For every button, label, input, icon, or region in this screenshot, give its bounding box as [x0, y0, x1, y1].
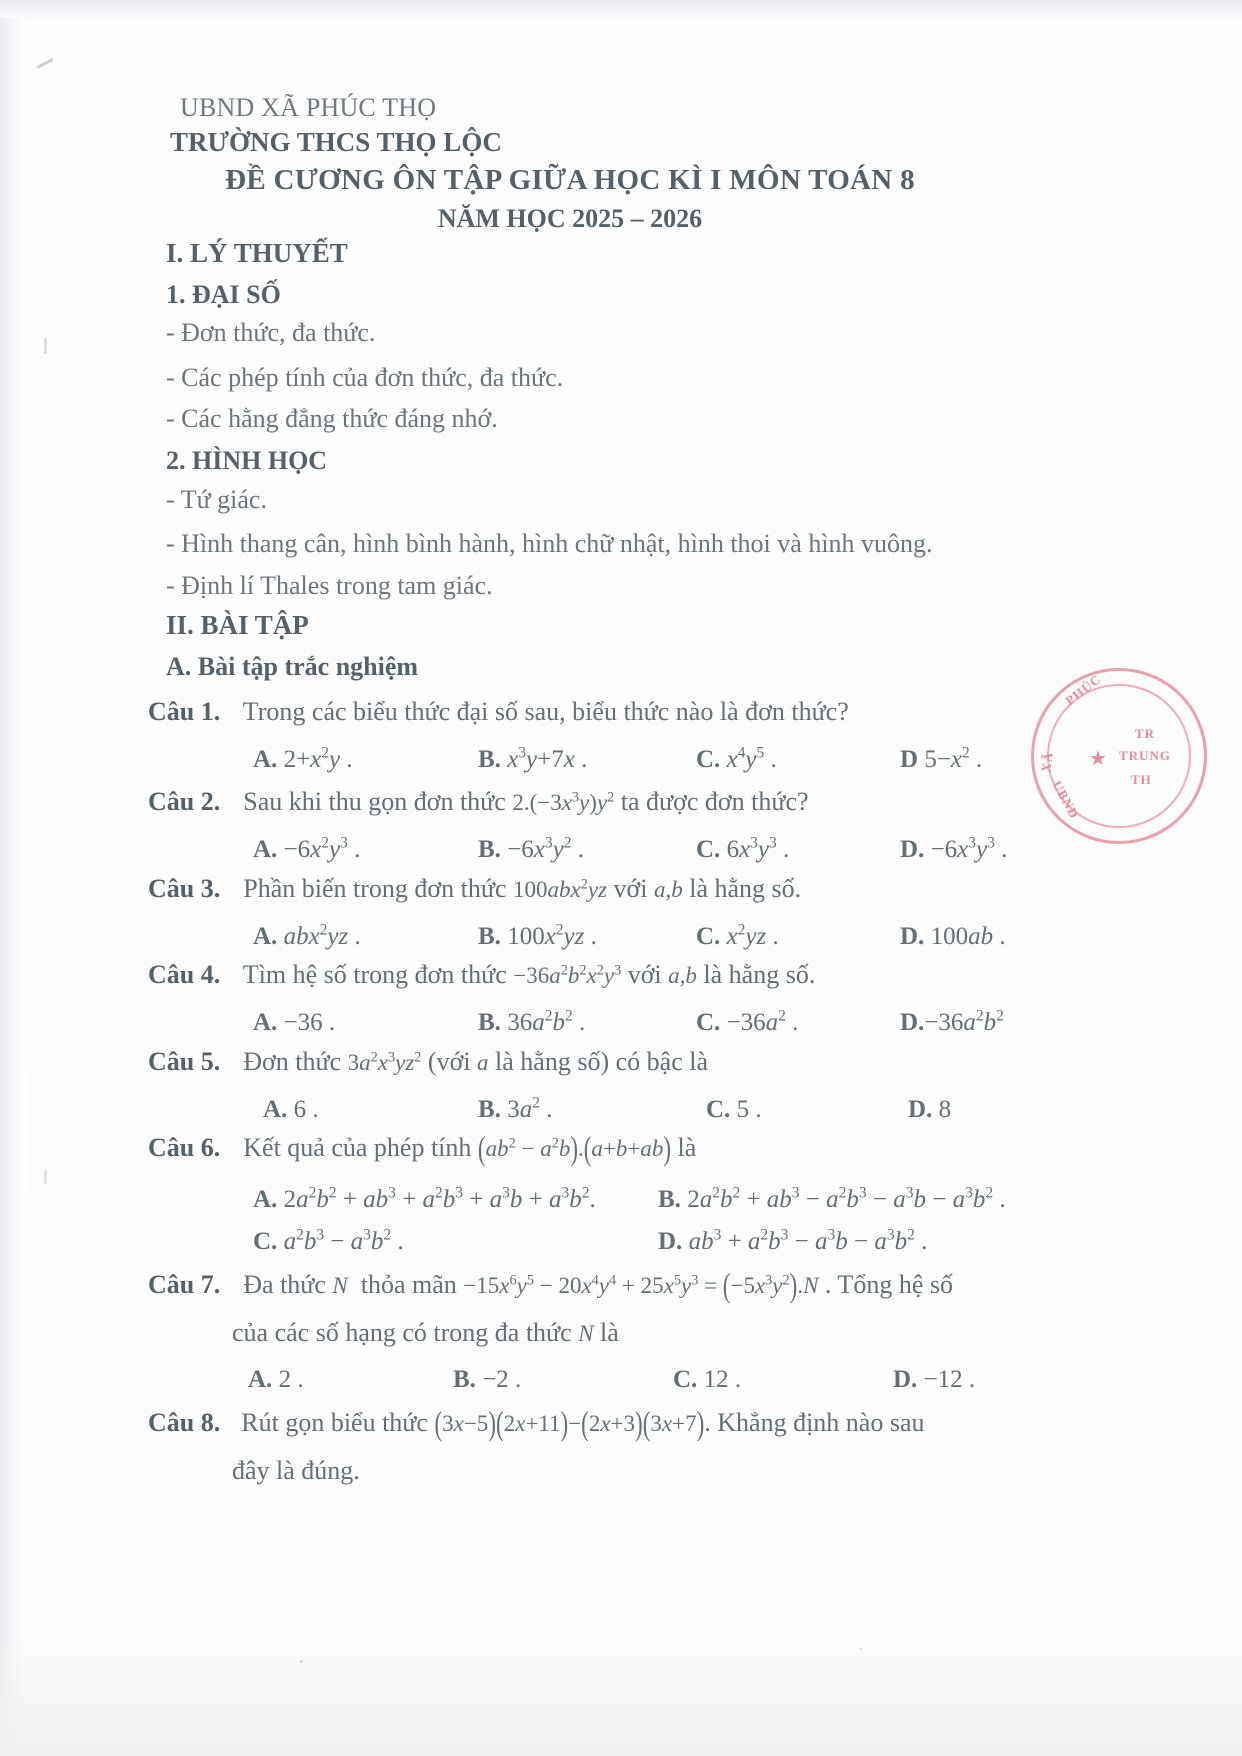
question-6-prompt: Kết quả của phép tính $(ab^2 - a^2b).(a+b+ab)$ là	[243, 1130, 697, 1167]
option-c[interactable]: C. 12 .	[673, 1366, 742, 1393]
option-b[interactable]: B. $100x^2yz$ .	[478, 921, 597, 950]
option-d[interactable]: D. 8	[908, 1096, 952, 1123]
seal-star-icon: ★	[1089, 748, 1107, 770]
question-4-prompt: Tìm hệ số trong đơn thức $-36a^2b^2x^2y^3$ với a,b là hằng số.	[242, 960, 816, 989]
question-8-prompt-line1: Rút gọn biểu thức (3x−5)(2x+11)−(2x+3)(3x+7). Khẳng định nào sau	[241, 1405, 925, 1442]
option-d[interactable]: D. 100ab .	[900, 923, 1006, 950]
option-a[interactable]: A. $-6x^2y^3$ .	[253, 834, 361, 863]
question-7-label: Câu 7.	[148, 1270, 221, 1299]
question-6-label: Câu 6.	[148, 1133, 221, 1162]
option-c[interactable]: C. 5 .	[706, 1096, 762, 1123]
scan-edge-bottom	[0, 1636, 1242, 1756]
option-b[interactable]: B. $-6x^3y^2$ .	[478, 834, 585, 863]
question-7	[148, 1267, 953, 1304]
option-d[interactable]: $D.-36a^2b^2$	[900, 1007, 1004, 1036]
question-6	[148, 1130, 697, 1167]
question-5-prompt: Đơn thức $3a^2x^3yz^2$ (với a là hằng số) có bậc là	[243, 1047, 709, 1076]
option-d[interactable]: D. −12 .	[893, 1366, 976, 1393]
question-5-label: Câu 5.	[148, 1047, 221, 1076]
option-b[interactable]: B. −2 .	[453, 1366, 522, 1393]
question-1	[148, 699, 849, 725]
scan-speck	[300, 1660, 303, 1663]
question-7-prompt-line1: Đa thức N thỏa mãn $-15x^6y^5 - 20x^4y^4 + 25x^5y^3 = (-5x^3y^2).N$ . Tổng hệ số	[243, 1267, 953, 1304]
scan-speck	[860, 1648, 862, 1650]
seal-inner-line-3: TH	[1131, 772, 1152, 787]
option-c[interactable]: C. $x^2yz$ .	[696, 921, 779, 950]
option-c[interactable]: C. $6x^3y^3$ .	[696, 834, 790, 863]
heading-algebra: 1. ĐẠI SỐ	[166, 280, 281, 309]
question-4-label: Câu 4.	[148, 960, 221, 989]
seal-arc-outer: UBND	[1049, 778, 1083, 822]
heading-geometry: 2. HÌNH HỌC	[166, 446, 328, 475]
question-3	[148, 876, 801, 902]
option-c[interactable]: C. $a^2b^3 - a^3b^2$ .	[253, 1226, 404, 1255]
geometry-item: - Tứ giác.	[166, 485, 267, 514]
question-3-prompt: Phần biến trong đơn thức 100abx$^2$yz với a,b là hằng số.	[243, 874, 802, 903]
option-b[interactable]: B. $x^3y+7x$ .	[478, 744, 588, 773]
school-name: TRƯỜNG THCS THỌ LỘC	[170, 127, 502, 157]
authority-name: UBND XÃ PHÚC THỌ	[180, 93, 437, 122]
school-year: NĂM HỌC 2025 – 2026	[437, 204, 703, 233]
heading-theory: I. LÝ THUYẾT	[166, 238, 348, 268]
option-a[interactable]: A. 2 .	[248, 1366, 304, 1393]
geometry-item: - Định lí Thales trong tam giác.	[166, 571, 493, 600]
option-d[interactable]: D. $ab^3 + a^2b^3 - a^3b - a^3b^2$ .	[658, 1226, 928, 1255]
algebra-item: - Các phép tính của đơn thức, đa thức.	[166, 363, 564, 392]
option-a[interactable]: A. abx$^2$yz .	[253, 921, 361, 950]
seal-arc-left: XÃ	[1038, 750, 1056, 774]
option-a[interactable]: A. 6 .	[263, 1096, 319, 1123]
option-b[interactable]: B. $3a^2$ .	[478, 1094, 553, 1123]
option-d[interactable]: D $5-x^2$ .	[900, 744, 983, 773]
question-1-prompt: Trong các biểu thức đại số sau, biểu thức nào là đơn thức?	[242, 697, 849, 726]
scan-artifact-mark	[44, 1170, 47, 1184]
seal-inner-line-2: TRUNG	[1119, 748, 1171, 763]
scan-edge-left	[0, 0, 26, 1756]
question-5	[148, 1049, 708, 1075]
seal-inner-line-1: TR	[1135, 726, 1156, 741]
algebra-item: - Đơn thức, đa thức.	[166, 318, 376, 347]
geometry-item: - Hình thang cân, hình bình hành, hình chữ nhật, hình thoi và hình vuông.	[166, 529, 933, 558]
question-2-prompt: Sau khi thu gọn đơn thức $2.(-3x^3y)y^2$ ta được đơn thức?	[243, 787, 809, 816]
option-b[interactable]: B. $2a^2b^2 + ab^3 - a^2b^3 - a^3b - a^3b^2$ .	[658, 1184, 1006, 1213]
question-4	[148, 962, 815, 988]
heading-multiple-choice: A. Bài tập trắc nghiệm	[166, 652, 419, 681]
option-b[interactable]: B. $36a^2b^2$ .	[478, 1007, 586, 1036]
question-2	[148, 789, 809, 815]
option-d[interactable]: D. $-6x^3y^3$ .	[900, 834, 1008, 863]
option-c[interactable]: C. $-36a^2$ .	[696, 1007, 799, 1036]
question-8	[148, 1405, 925, 1442]
option-a[interactable]: A. −36 .	[253, 1009, 336, 1036]
question-8-prompt-line2: đây là đúng.	[232, 1456, 360, 1485]
option-a[interactable]: A. $2+x^2y$ .	[253, 744, 353, 773]
seal-arc-top: PHÚC	[1062, 671, 1104, 709]
question-3-label: Câu 3.	[148, 874, 221, 903]
scan-edge-top	[0, 0, 1242, 18]
question-1-label: Câu 1.	[148, 697, 221, 726]
page-title: ĐỀ CƯƠNG ÔN TẬP GIỮA HỌC KÌ I MÔN TOÁN 8	[225, 164, 915, 196]
algebra-item: - Các hằng đẳng thức đáng nhớ.	[166, 404, 498, 433]
heading-exercises: II. BÀI TẬP	[166, 610, 309, 640]
question-8-label: Câu 8.	[148, 1408, 221, 1437]
option-a[interactable]: A. $2a^2b^2 + ab^3 + a^2b^3 + a^3b + a^3b^2$.	[253, 1184, 596, 1213]
question-7-prompt-line2: của các số hạng có trong đa thức N là	[232, 1318, 619, 1347]
question-2-label: Câu 2.	[148, 787, 221, 816]
scan-artifact-mark	[44, 338, 47, 354]
option-c[interactable]: C. $x^4y^5$ .	[696, 744, 777, 773]
